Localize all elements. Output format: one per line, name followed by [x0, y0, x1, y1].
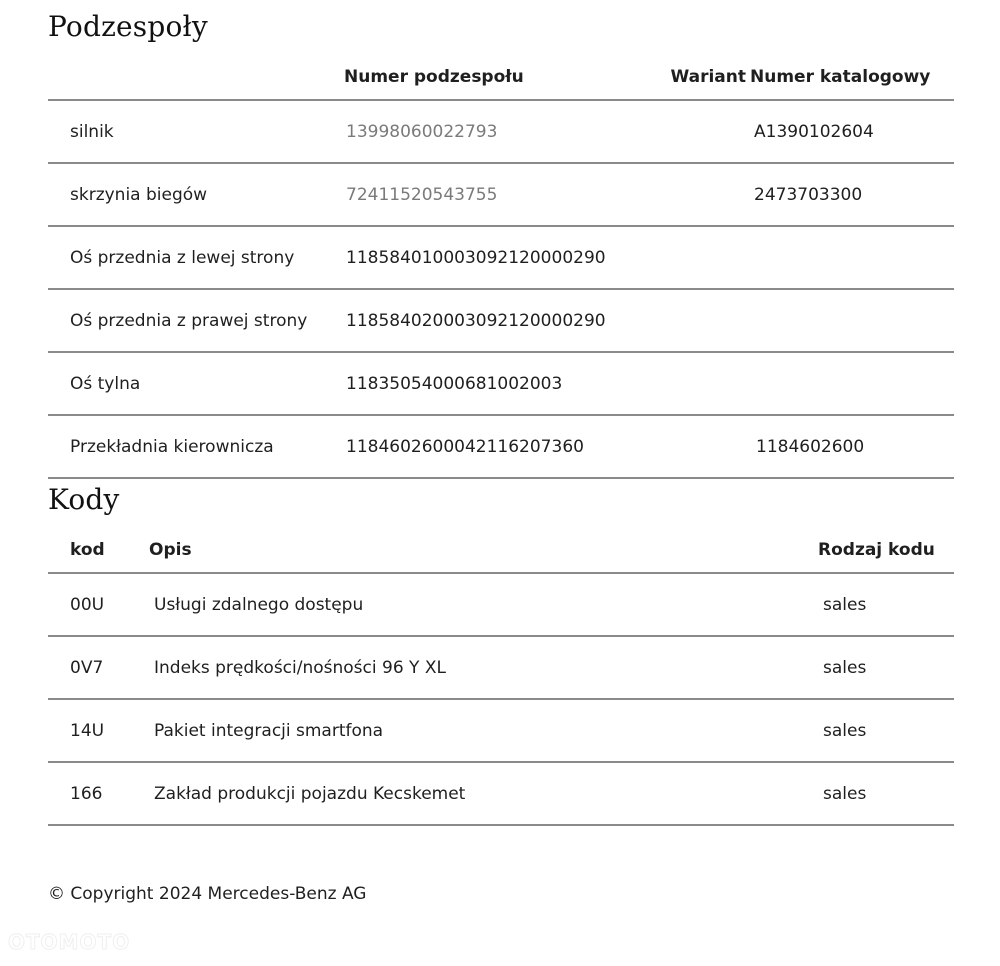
code-description: Usługi zdalnego dostępu	[148, 573, 816, 636]
code-type: sales	[816, 573, 954, 636]
copyright-notice: © Copyright 2024 Mercedes-Benz AG	[48, 884, 367, 904]
code-type: sales	[816, 762, 954, 825]
header-description: Opis	[148, 527, 816, 573]
code-description: Zakład produkcji pojazdu Kecskemet	[148, 762, 816, 825]
part-catalog-number: 1184602600	[748, 415, 954, 478]
code-value: 166	[48, 762, 148, 825]
code-description: Indeks prędkości/nośności 96 Y XL	[148, 636, 816, 699]
part-name: Oś przednia z lewej strony	[48, 226, 344, 289]
table-row	[48, 289, 954, 352]
part-number-link[interactable]: 72411520543755	[344, 163, 650, 226]
part-catalog-number	[748, 289, 954, 352]
code-type: sales	[816, 699, 954, 762]
part-name: Oś przednia z prawej strony	[48, 289, 344, 352]
part-number-link[interactable]: 13998060022793	[344, 100, 650, 163]
codes-section-title: Kody	[48, 483, 120, 516]
table-row	[48, 636, 954, 699]
code-value: 14U	[48, 699, 148, 762]
header-part-number: Numer podzespołu	[344, 54, 650, 100]
header-code: kod	[48, 527, 148, 573]
table-row	[48, 699, 954, 762]
code-type: sales	[816, 636, 954, 699]
table-row	[48, 100, 954, 163]
part-name: Przekładnia kierownicza	[48, 415, 344, 478]
table-row	[48, 226, 954, 289]
part-variant	[650, 415, 748, 478]
part-variant	[650, 289, 748, 352]
part-name: skrzynia biegów	[48, 163, 344, 226]
part-variant	[650, 226, 748, 289]
codes-table-header-row	[48, 527, 954, 573]
part-number: 11835054000681002003	[344, 352, 650, 415]
part-variant	[650, 100, 748, 163]
table-row	[48, 163, 954, 226]
part-name: Oś tylna	[48, 352, 344, 415]
part-number: 1184602600042116207360	[344, 415, 650, 478]
watermark-logo: OTOMOTO	[8, 930, 131, 954]
parts-table-header-row	[48, 54, 954, 100]
table-row	[48, 762, 954, 825]
codes-table	[48, 527, 954, 826]
code-value: 00U	[48, 573, 148, 636]
part-number: 118584020003092120000290	[344, 289, 650, 352]
code-description: Pakiet integracji smartfona	[148, 699, 816, 762]
header-variant: Wariant	[650, 54, 748, 100]
parts-table	[48, 54, 954, 479]
part-name: silnik	[48, 100, 344, 163]
table-row	[48, 415, 954, 478]
parts-section-title: Podzespoły	[48, 10, 208, 43]
table-row	[48, 573, 954, 636]
part-catalog-number	[748, 352, 954, 415]
table-row	[48, 352, 954, 415]
part-catalog-number	[748, 226, 954, 289]
part-number: 118584010003092120000290	[344, 226, 650, 289]
part-catalog-number: 2473703300	[748, 163, 954, 226]
header-code-type: Rodzaj kodu	[816, 527, 954, 573]
code-value: 0V7	[48, 636, 148, 699]
header-catalog-number: Numer katalogowy	[748, 54, 954, 100]
part-variant	[650, 163, 748, 226]
header-part-name	[48, 54, 344, 100]
part-catalog-number: A1390102604	[748, 100, 954, 163]
part-variant	[650, 352, 748, 415]
